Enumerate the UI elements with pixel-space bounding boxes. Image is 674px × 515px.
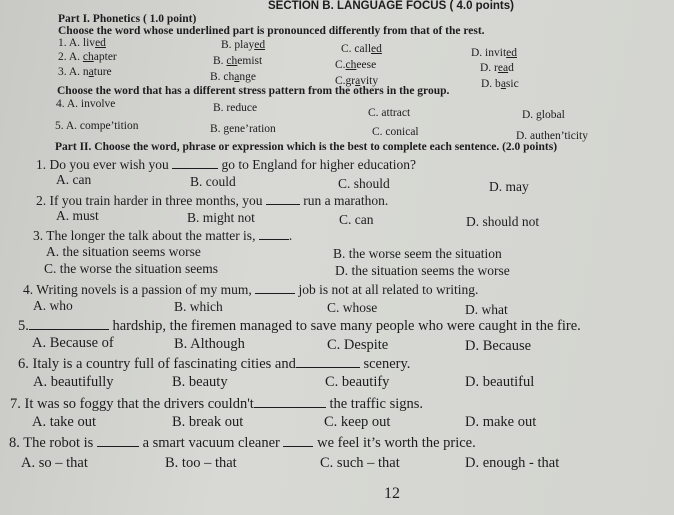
p2-q4-option-c: C. whose xyxy=(327,300,378,315)
p2-q7-option-d: D. make out xyxy=(465,414,537,430)
p2-q2-option-b: B. might not xyxy=(187,210,255,225)
p2-q5-option-a: A. Because of xyxy=(32,335,114,351)
p1-q1-option-c: C. called xyxy=(341,43,382,55)
p1-q3-option-c: C.gravity xyxy=(335,75,379,87)
p1-q4-option-c: C. attract xyxy=(368,107,411,119)
p2-q5-option-d: D. Because xyxy=(465,338,532,354)
p1-q4-option-b: B. reduce xyxy=(213,102,258,114)
p1-q2-option-c: C.cheese xyxy=(335,59,377,71)
p2-q4-option-d: D. what xyxy=(465,302,508,317)
section-title: SECTION B. LANGUAGE FOCUS ( 4.0 points) xyxy=(268,0,514,12)
p2-q4-stem: 4. Writing novels is a passion of my mum, job is not at all related to writing. xyxy=(23,282,479,297)
p2-q1-option-b: B. could xyxy=(190,174,236,189)
page-number: 12 xyxy=(384,485,400,502)
p1-q2-option-d: D. read xyxy=(480,62,514,74)
p2-q2-option-c: C. can xyxy=(339,212,374,227)
p2-q4-option-b: B. which xyxy=(174,299,223,314)
p2-q6-option-d: D. beautiful xyxy=(465,374,535,390)
p2-q1-stem: 1. Do you ever wish you go to England for higher education? xyxy=(36,157,417,172)
p2-q8-option-a: A. so – that xyxy=(21,455,88,471)
p1-q1-option-b: B. played xyxy=(221,39,266,51)
p2-q7-stem: 7. It was so foggy that the drivers couldn't the traffic signs. xyxy=(10,396,424,412)
p2-q8-option-c: C. such – that xyxy=(320,455,400,471)
p2-q1-option-d: D. may xyxy=(489,179,529,194)
p1-q3-option-a: 3. A. nature xyxy=(58,66,112,78)
p2-q1-option-a: A. can xyxy=(56,172,92,187)
p1-q4-option-d: D. global xyxy=(522,109,565,121)
p2-q2-stem: 2. If you train harder in three months, you run a marathon. xyxy=(36,193,389,208)
p1-q3-option-d: D. basic xyxy=(481,78,519,90)
p2-q2-option-a: A. must xyxy=(56,208,99,223)
p2-q2-option-d: D. should not xyxy=(466,214,540,229)
p1-q1-option-a: 1. A. lived xyxy=(58,37,106,49)
p2-q3-option-a: A. the situation seems worse xyxy=(46,244,201,259)
p2-q8-option-b: B. too – that xyxy=(165,455,237,471)
p1-q5-option-d: D. authen’ticity xyxy=(516,130,588,142)
p2-q6-option-a: A. beautifully xyxy=(33,374,114,390)
p2-q7-option-a: A. take out xyxy=(32,414,97,430)
p2-q3-option-d: D. the situation seems the worse xyxy=(335,263,510,278)
p2-q4-option-a: A. who xyxy=(33,298,73,313)
p2-q1-option-c: C. should xyxy=(338,176,390,191)
p2-q7-option-c: C. keep out xyxy=(324,414,391,430)
p2-q3-stem: 3. The longer the talk about the matter is, . xyxy=(33,228,293,243)
p2-q6-stem: 6. Italy is a country full of fascinating cities and scenery. xyxy=(18,356,411,372)
part1-instruction-pronunciation: Choose the word whose underlined part is pronounced differently from that of the rest. xyxy=(58,25,485,37)
p2-q8-stem: 8. The robot is a smart vacuum cleaner we feel it’s worth the price. xyxy=(9,435,476,451)
p1-q2-option-a: 2. A. chapter xyxy=(58,51,117,63)
p2-q5-option-b: B. Although xyxy=(174,336,245,352)
p1-q2-option-b: B. chemist xyxy=(213,55,263,67)
part2-title: Part II. Choose the word, phrase or expression which is the best to complete each sentence. (2.0 points) xyxy=(55,141,558,153)
p2-q3-option-c: C. the worse the situation seems xyxy=(44,261,218,276)
part1-title: Part I. Phonetics ( 1.0 point) xyxy=(58,13,197,25)
p1-q5-option-c: C. conical xyxy=(372,126,419,138)
p1-q3-option-b: B. change xyxy=(210,71,256,83)
p1-q5-option-a: 5. A. compe’tition xyxy=(55,120,139,132)
p2-q8-option-d: D. enough - that xyxy=(465,455,560,471)
part1-instruction-stress: Choose the word that has a different stress pattern from the others in the group. xyxy=(57,85,450,97)
p2-q5-stem: 5. hardship, the firemen managed to save many people who were caught in the fire. xyxy=(18,318,581,334)
p2-q7-option-b: B. break out xyxy=(172,414,244,430)
p1-q4-option-a: 4. A. involve xyxy=(56,98,116,110)
p2-q3-option-b: B. the worse seem the situation xyxy=(333,246,502,261)
p2-q5-option-c: C. Despite xyxy=(327,337,389,353)
p1-q1-option-d: D. invited xyxy=(471,47,517,59)
p1-q5-option-b: B. gene’ration xyxy=(210,123,276,135)
p2-q6-option-b: B. beauty xyxy=(172,374,228,390)
p2-q6-option-c: C. beautify xyxy=(325,374,390,390)
